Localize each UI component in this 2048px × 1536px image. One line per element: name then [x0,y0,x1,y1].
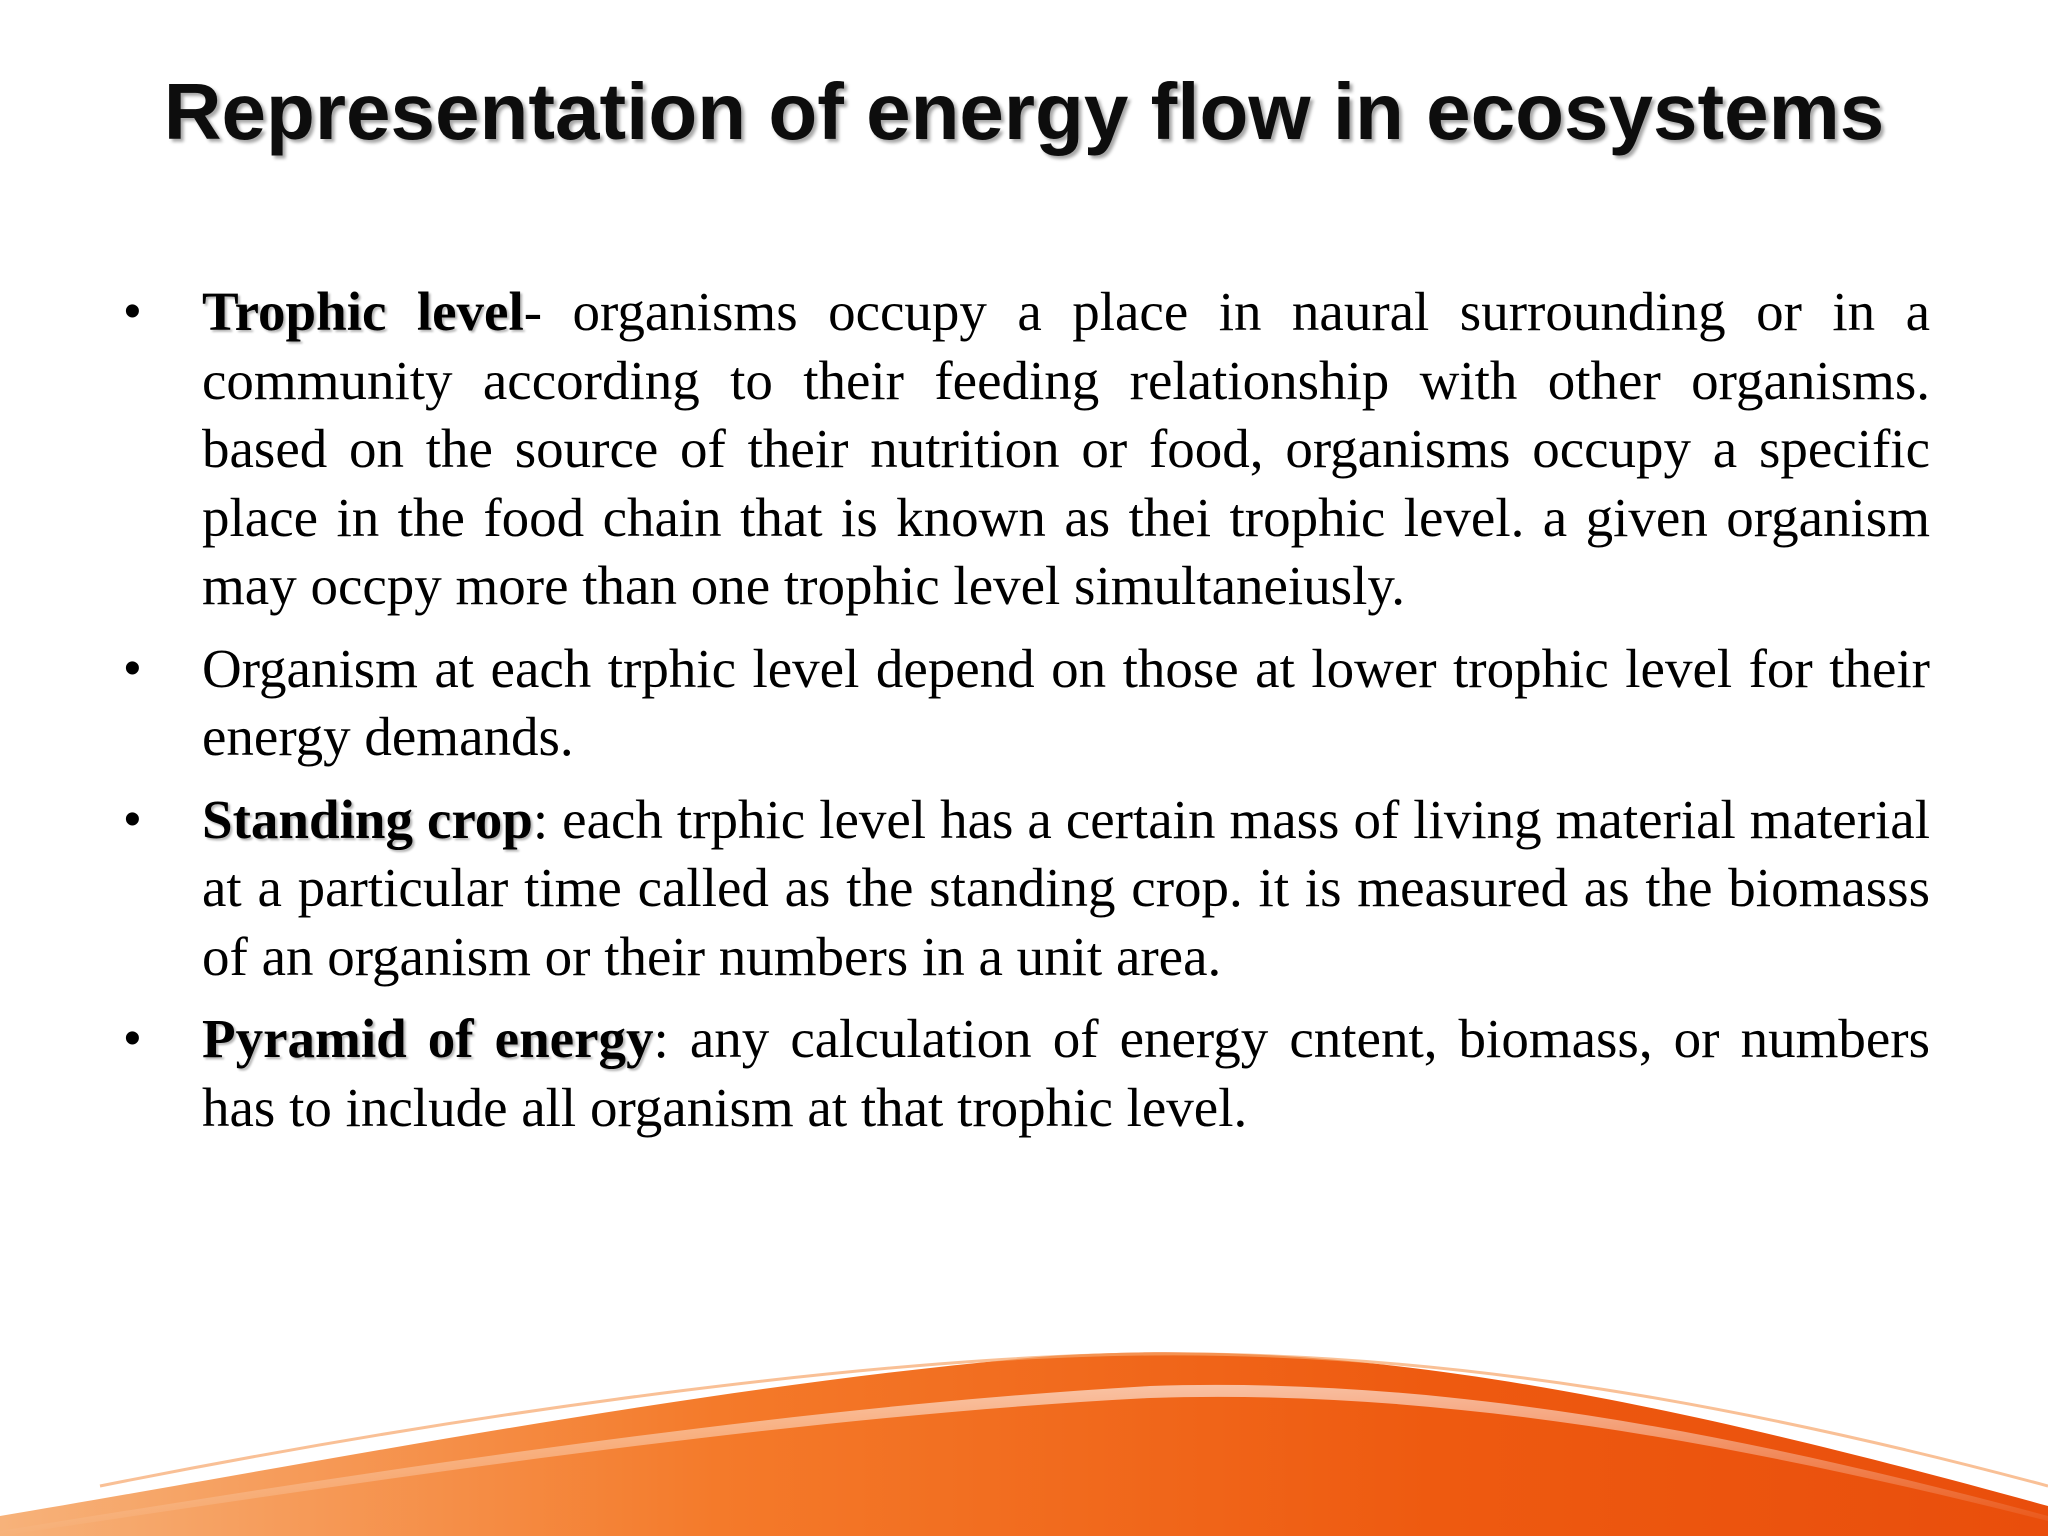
bullet-separator: : [532,788,549,850]
bullet-term: Standing crop [202,788,533,850]
bullet-separator: : [653,1008,669,1069]
bullet-term: Pyramid of energy [202,1008,654,1069]
bullet-separator: - [523,281,543,342]
bullet-text: organisms occupy a place in naural surrounding or in a community according to their feeding relationship with other organisms. based on the source of their nutrition or food, organisms occupy a specific place in the food chain that is known as thei trophic level. a given organism may occpy more than one trophic level simultaneiusly. [202,281,1930,616]
bullet-list [118,278,1930,1156]
bullet-item-pyramid-of-energy [118,1005,1930,1142]
bullet-item-organism-dependence [118,635,1930,772]
bullet-term: Trophic level [202,281,524,342]
bullet-icon: • [124,1012,141,1065]
bullet-icon: • [124,792,141,846]
bullet-item-trophic-level [118,278,1930,621]
bullet-text: any calculation of energy cntent, biomass, or numbers has to include all organism at that trophic level. [202,1008,1930,1138]
bullet-icon: • [124,641,141,695]
bullet-icon: • [124,285,141,338]
bullet-text: each trphic level has a certain mass of living material material at a particular time called as the standing crop. it is measured as the biomasss of an organism or their numbers in a unit area. [202,788,1930,987]
bullet-item-standing-crop [118,786,1930,992]
decorative-wave [0,1316,2048,1536]
bullet-text: Organism at each trphic level depend on those at lower trophic level for their energy demands. [202,637,1930,767]
slide-title: Representation of energy flow in ecosystems [163,67,1885,156]
